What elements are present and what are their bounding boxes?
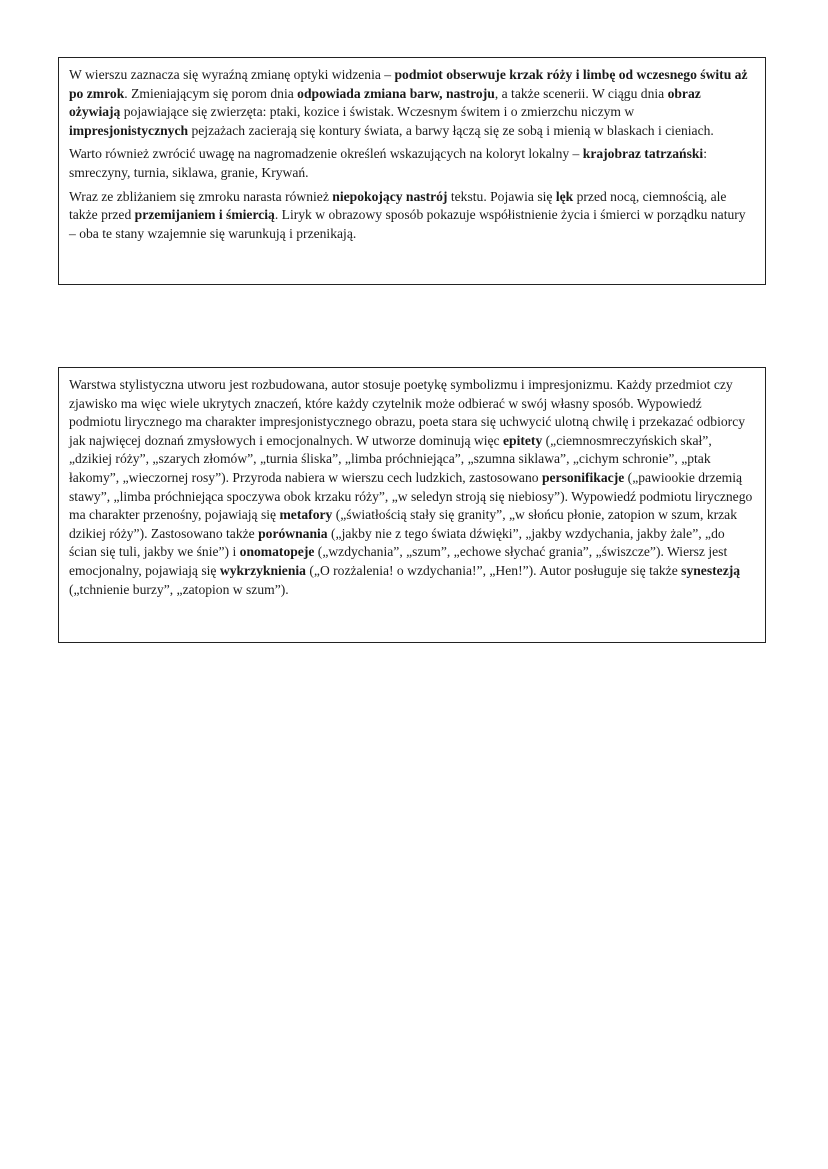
bold-term: lęk (555, 188, 574, 204)
bold-term: niepokojący nastrój (332, 188, 448, 204)
text-run: Warto również zwrócić uwagę na nagromadzenie określeń wskazujących na koloryt lokalny – (69, 146, 583, 162)
text-run: („tchnienie burzy”, „zatopion w szum”). (69, 581, 289, 597)
text-run: pejzażach zacierają się kontury świata, a barwy łączą się ze sobą i mienią w blaskach i cieniach. (188, 122, 714, 138)
text-run: („pawiookie drzemią stawy”, „limba próchniejąca spoczywa obok krzaku róży”, „w seledyn stroją się niebiosy”). Wypowiedź podmiotu lirycznego ma charakter przenośny, pojawiają się (69, 469, 753, 523)
text-run: pojawiające się zwierzęta: ptaki, kozice i świstak. Wczesnym świtem i o zmierzchu niczym w (120, 104, 635, 120)
text-run: tekstu. Pojawia się (447, 188, 556, 204)
text-run: . Zmieniającym się porom dnia (124, 85, 298, 101)
text-run: („wzdychania”, „szum”, „echowe słychać grania”, „świszcze”). Wiersz jest emocjonalny, pojawiają się (69, 544, 728, 578)
text-run: („światłością stały się granity”, „w słońcu płonie, zatopion w szum, krzak dzikiej róży”). Zastosowano także (69, 507, 738, 541)
paragraph (69, 66, 755, 140)
paragraph (69, 376, 755, 599)
text-run: Wraz ze zbliżaniem się zmroku narasta również (69, 188, 333, 204)
text-box-analysis (58, 57, 766, 285)
bold-term: obraz ożywiają (69, 85, 701, 120)
bold-term: podmiot obserwuje krzak róży i limbę od wczesnego świtu aż po zmrok (69, 67, 748, 101)
text-run: : smreczyny, turnia, siklawa, granie, Krywań. (69, 146, 707, 180)
text-run: przed nocą, ciemnością, ale także przed (69, 188, 727, 223)
bold-term: metafory (279, 507, 333, 523)
text-run: („O rozżalenia! o wzdychania!”, „Hen!”). Autor posługuje się także (305, 562, 682, 578)
paragraph (69, 188, 755, 244)
bold-term: personifikacje (541, 469, 625, 485)
bold-term: epitety (502, 432, 543, 448)
text-run: , a także scenerii. W ciągu dnia (494, 85, 668, 101)
text-run: W wierszu zaznacza się wyraźną zmianę optyki widzenia – (69, 67, 395, 82)
bold-term: onomatopeje (239, 544, 315, 560)
bold-term: impresjonistycznych (69, 122, 189, 138)
bold-term: porównania (258, 525, 328, 541)
text-run: Warstwa stylistyczna utworu jest rozbudowana, autor stosuje poetykę symbolizmu i impresjonizmu. Każdy przedmiot czy zjawisko ma więc wiele ukrytych znaczeń, które każdy czytelnik może odbierać w swój własny sposób. Wypowiedź podmiotu lirycznego ma charakter impresjonistycznego obrazu, poeta stara się uchwycić ulotną chwilę i przekazać odbiorcy jak najwięcej doznań zmysłowych i emocjonalnych. W utworze dominują więc (69, 377, 746, 448)
paragraph (69, 145, 755, 182)
bold-term: synestezją (681, 562, 741, 578)
text-box-stylistics (58, 367, 766, 643)
text-run: („jakby nie z tego świata dźwięki”, „jakby wzdychania, jakby żale”, „do ścian się tuli, jakby we śnie”) i (69, 525, 725, 560)
bold-term: odpowiada zmiana barw, nastroju (297, 85, 495, 101)
text-run: . Liryk w obrazowy sposób pokazuje współistnienie życia i śmierci w porządku natury – oba te stany wzajemnie się warunkują i przenikają. (69, 207, 746, 241)
bold-term: przemijaniem i śmiercią (134, 207, 275, 223)
bold-term: wykrzyknienia (219, 562, 306, 578)
bold-term: krajobraz tatrzański (582, 146, 704, 162)
text-run: („ciemnosmreczyńskich skał”, „dzikiej róży”, „szarych złomów”, „turnia śliska”, „limba próchniejąca”, „szumna siklawa”, „cichym schronie”, „ptak łakomy”, „wieczornej rosy”). Przyroda nabiera w wierszu cech ludzkich, zastosowano (69, 432, 712, 485)
